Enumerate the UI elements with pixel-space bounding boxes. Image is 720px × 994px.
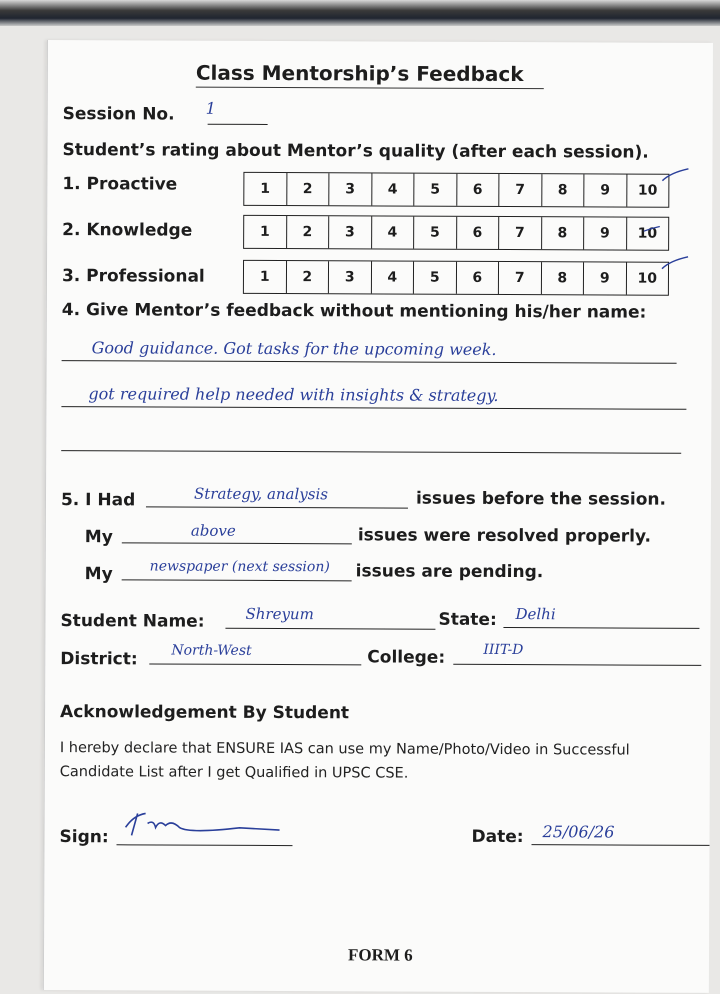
student-name-value: Shreyum xyxy=(245,604,314,624)
date-label: Date: xyxy=(471,826,524,848)
rating-cell: 2 xyxy=(287,173,330,205)
rating-cell-selected: 10 xyxy=(626,263,668,295)
rating-cell: 3 xyxy=(329,261,372,293)
rating-cell: 7 xyxy=(499,262,542,294)
form-title: Class Mentorship’s Feedback xyxy=(195,60,524,87)
state-label: State: xyxy=(438,609,497,630)
rating-cell: 5 xyxy=(414,174,457,206)
feedback-text-1: Good guidance. Got tasks for the upcoming week. xyxy=(91,338,497,359)
q5-had-value: Strategy, analysis xyxy=(193,484,329,504)
session-label: Session No. xyxy=(62,104,175,125)
district-value: North-West xyxy=(171,642,252,659)
rating-cell: 5 xyxy=(414,217,457,249)
session-value: 1 xyxy=(205,98,216,118)
college-value: IIIT-D xyxy=(483,641,524,659)
rating-cell: 1 xyxy=(244,261,287,293)
date-line xyxy=(531,844,709,846)
feedback-text-2: got required help needed with insights & strategy. xyxy=(88,384,499,405)
rating-label-professional: 3. Professional xyxy=(61,266,205,287)
q5-pending-suffix: issues are pending. xyxy=(355,561,544,583)
rating-cell: 4 xyxy=(371,261,414,293)
rating-cell: 9 xyxy=(584,262,627,294)
rating-cell: 9 xyxy=(584,217,627,249)
state-value: Delhi xyxy=(515,605,556,624)
rating-cell: 8 xyxy=(542,217,585,249)
signature-icon xyxy=(119,805,289,846)
rating-cell: 1 xyxy=(244,173,287,205)
rating-cell: 5 xyxy=(414,262,457,294)
rating-cell: 7 xyxy=(499,217,542,249)
college-line xyxy=(453,664,701,666)
q5-pending-line xyxy=(122,579,352,581)
rating-label-knowledge: 2. Knowledge xyxy=(62,220,193,241)
student-name-label: Student Name: xyxy=(60,611,205,632)
tick-mark-icon xyxy=(660,167,690,187)
feedback-line xyxy=(61,406,686,410)
rating-cell: 7 xyxy=(499,174,542,206)
district-line xyxy=(149,663,361,665)
q5-resolved-value: above xyxy=(190,521,236,540)
rating-cell-selected: 10 xyxy=(627,175,669,207)
q5-resolved-line xyxy=(122,542,352,544)
feedback-line xyxy=(62,360,677,364)
rating-cell: 1 xyxy=(244,216,287,248)
form-number: FORM 6 xyxy=(347,945,413,965)
rating-cell: 4 xyxy=(372,173,415,205)
rating-label-proactive: 1. Proactive xyxy=(62,174,178,195)
college-label: College: xyxy=(367,647,446,668)
district-label: District: xyxy=(60,649,138,670)
sign-label: Sign: xyxy=(59,827,109,848)
rating-cell: 2 xyxy=(286,261,329,293)
q5-pending-value: newspaper (next session) xyxy=(149,558,330,576)
rating-intro: Student’s rating about Mentor’s quality (after each session). xyxy=(62,140,649,163)
q5-my-label: My xyxy=(84,527,113,548)
declaration-line-2: Candidate List after I get Qualified in UPSC CSE. xyxy=(59,764,409,782)
q5-resolved-suffix: issues were resolved properly. xyxy=(357,525,652,547)
feedback-prompt: 4. Give Mentor’s feedback without mentioning his/her name: xyxy=(61,300,647,323)
ack-heading: Acknowledgement By Student xyxy=(60,702,350,724)
title-underline xyxy=(196,87,544,90)
rating-cell: 6 xyxy=(457,174,500,206)
rating-cell: 4 xyxy=(372,216,415,248)
rating-cell: 8 xyxy=(541,262,584,294)
rating-grid-professional xyxy=(243,260,669,296)
photo-edge-strip xyxy=(0,0,720,26)
feedback-line xyxy=(61,450,681,454)
rating-cell: 9 xyxy=(584,174,627,206)
tick-mark-icon xyxy=(660,255,690,275)
student-name-line xyxy=(225,628,435,630)
rating-grid-proactive xyxy=(243,172,669,208)
q5-had-label: 5. I Had xyxy=(60,490,136,511)
q5-had-suffix: issues before the session. xyxy=(415,488,667,510)
rating-cell-selected: 10 xyxy=(627,218,669,250)
feedback-form-page xyxy=(43,40,713,993)
strike-mark-icon xyxy=(642,220,666,240)
q5-had-line xyxy=(146,506,408,508)
rating-cell: 3 xyxy=(329,173,372,205)
q5-my-label-2: My xyxy=(84,564,113,585)
rating-cell: 8 xyxy=(542,174,585,206)
declaration-line-1: I hereby declare that ENSURE IAS can use my Name/Photo/Video in Successful xyxy=(59,740,630,759)
rating-cell: 2 xyxy=(287,216,330,248)
state-line xyxy=(503,627,699,629)
rating-grid-knowledge xyxy=(243,215,669,251)
date-value: 25/06/26 xyxy=(542,822,615,842)
rating-cell: 3 xyxy=(329,216,372,248)
session-line xyxy=(208,124,268,125)
rating-cell: 6 xyxy=(456,262,499,294)
rating-cell: 6 xyxy=(457,217,500,249)
